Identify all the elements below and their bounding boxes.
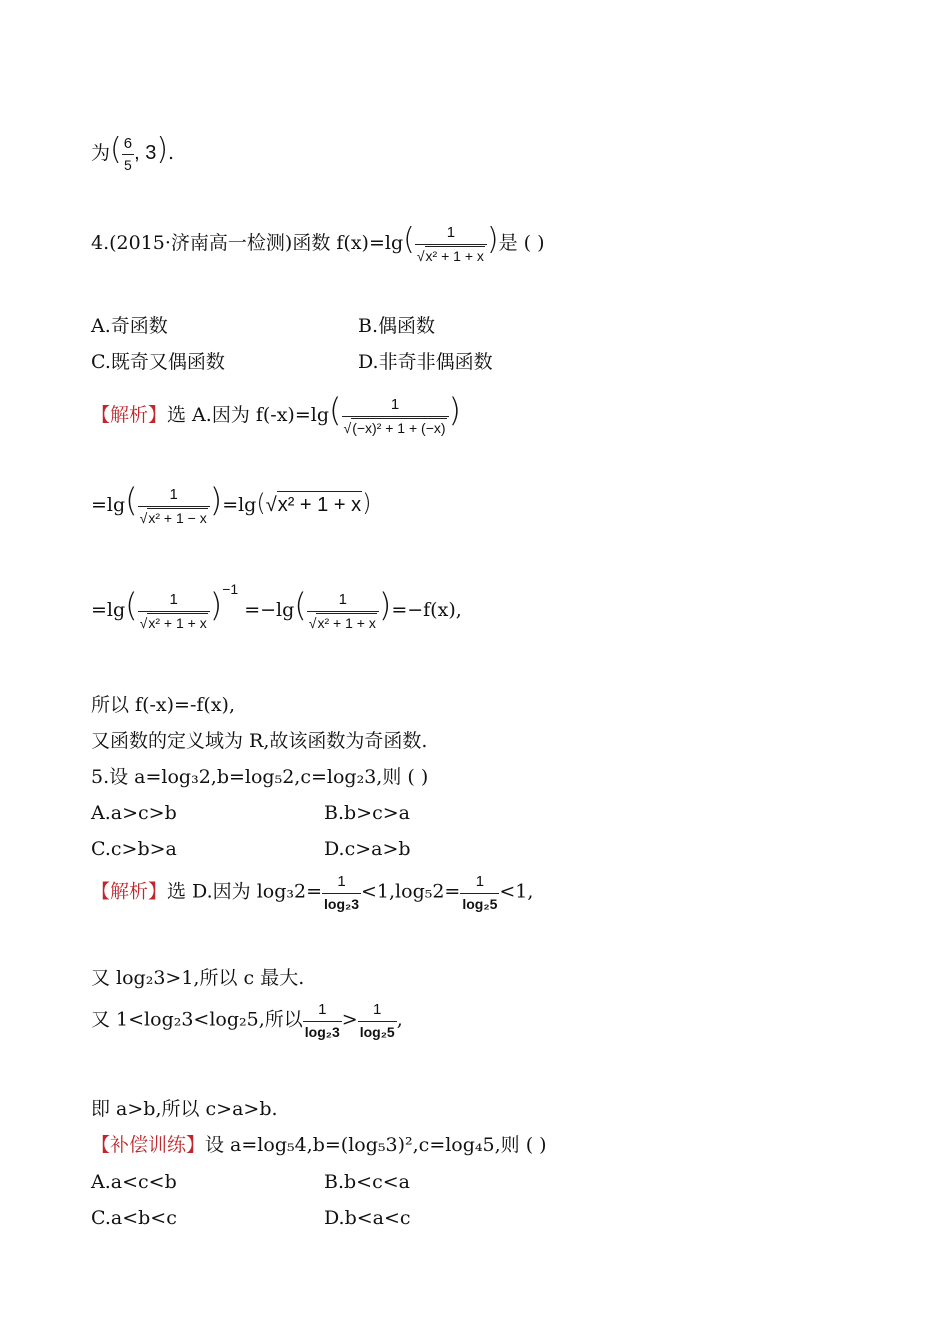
q4-fraction: $\frac{1}{\text{√x² + 1 + x}}$ — [415, 223, 487, 265]
q5-solution-line-4: 即 a>b,所以 c>a>b. — [91, 1098, 278, 1120]
q5-option-c: C.c>b>a — [91, 838, 177, 860]
previous-answer-line: 为( $\frac{6}{5}$ , 3). — [91, 132, 175, 174]
q4-solution-line-2: =lg( $\frac{1}{\text{√x² + 1 − x}}$ )=lg(√x² + 1 + x) — [91, 481, 372, 526]
q4-option-d: D.非奇非偶函数 — [358, 351, 493, 373]
q4-solution-line-5: 又函数的定义域为 R,故该函数为奇函数. — [91, 730, 428, 752]
q4-option-a: A.奇函数 — [91, 315, 168, 337]
q5-solution-line-1: 【解析】选 D.因为 log₃2= $\frac{1}{\text{log₂3}}$ <1,log₅2= $\frac{1}{\text{log₂5}}$ <1, — [91, 873, 534, 912]
q5-option-d: D.c>a>b — [324, 838, 411, 860]
q4-option-b: B.偶函数 — [358, 315, 436, 337]
solution-tag: 【解析】 — [91, 880, 168, 903]
question-5-stem: 5.设 a=log₃2,b=log₅2,c=log₂3,则 ( ) — [91, 766, 429, 788]
solution-tag: 【解析】 — [91, 404, 168, 426]
q4-solution-line-1: 【解析】选 A.因为 f(-x)=lg( $\frac{1}{\text{√(−x)² + 1 + (−x)}}$ ) — [91, 391, 462, 436]
bonus-option-a: A.a<c<b — [91, 1171, 177, 1193]
q5-option-b: B.b>c>a — [324, 802, 410, 824]
previous-answer-prefix: 为 — [91, 142, 111, 164]
question-4-stem: 4.(2015·济南高一检测)函数 f(x)=lg( $\frac{1}{\text{√x² + 1 + x}}$ )是 ( ) — [91, 222, 545, 264]
bonus-option-c: C.a<b<c — [91, 1207, 177, 1229]
q5-solution-line-2: 又 log₂3>1,所以 c 最大. — [91, 967, 305, 989]
bonus-tag: 【补偿训练】 — [91, 1134, 206, 1156]
q5-solution-line-3: 又 1<log₂3<log₂5,所以 $\frac{1}{\text{log₂3}}$ > $\frac{1}{\text{log₂5}}$ , — [91, 1001, 403, 1040]
bonus-option-d: D.b<a<c — [324, 1207, 411, 1229]
bonus-question-stem: 【补偿训练】设 a=log₅4,b=(log₅3)²,c=log₄5,则 ( ) — [91, 1134, 547, 1156]
q5-option-a: A.a>c>b — [91, 802, 177, 824]
q4-solution-line-4: 所以 f(-x)=-f(x), — [91, 694, 235, 716]
q4-solution-line-3: =lg( $\frac{1}{\text{√x² + 1 + x}}$ )$^{-1}$ =−lg( $\frac{1}{\text{√x² + 1 + x}}$ )=−f(x), — [91, 581, 462, 631]
q4-option-c: C.既奇又偶函数 — [91, 351, 225, 373]
bonus-option-b: B.b<c<a — [324, 1171, 410, 1193]
fraction-6-5: $\frac{6}{5}$ — [123, 134, 133, 174]
